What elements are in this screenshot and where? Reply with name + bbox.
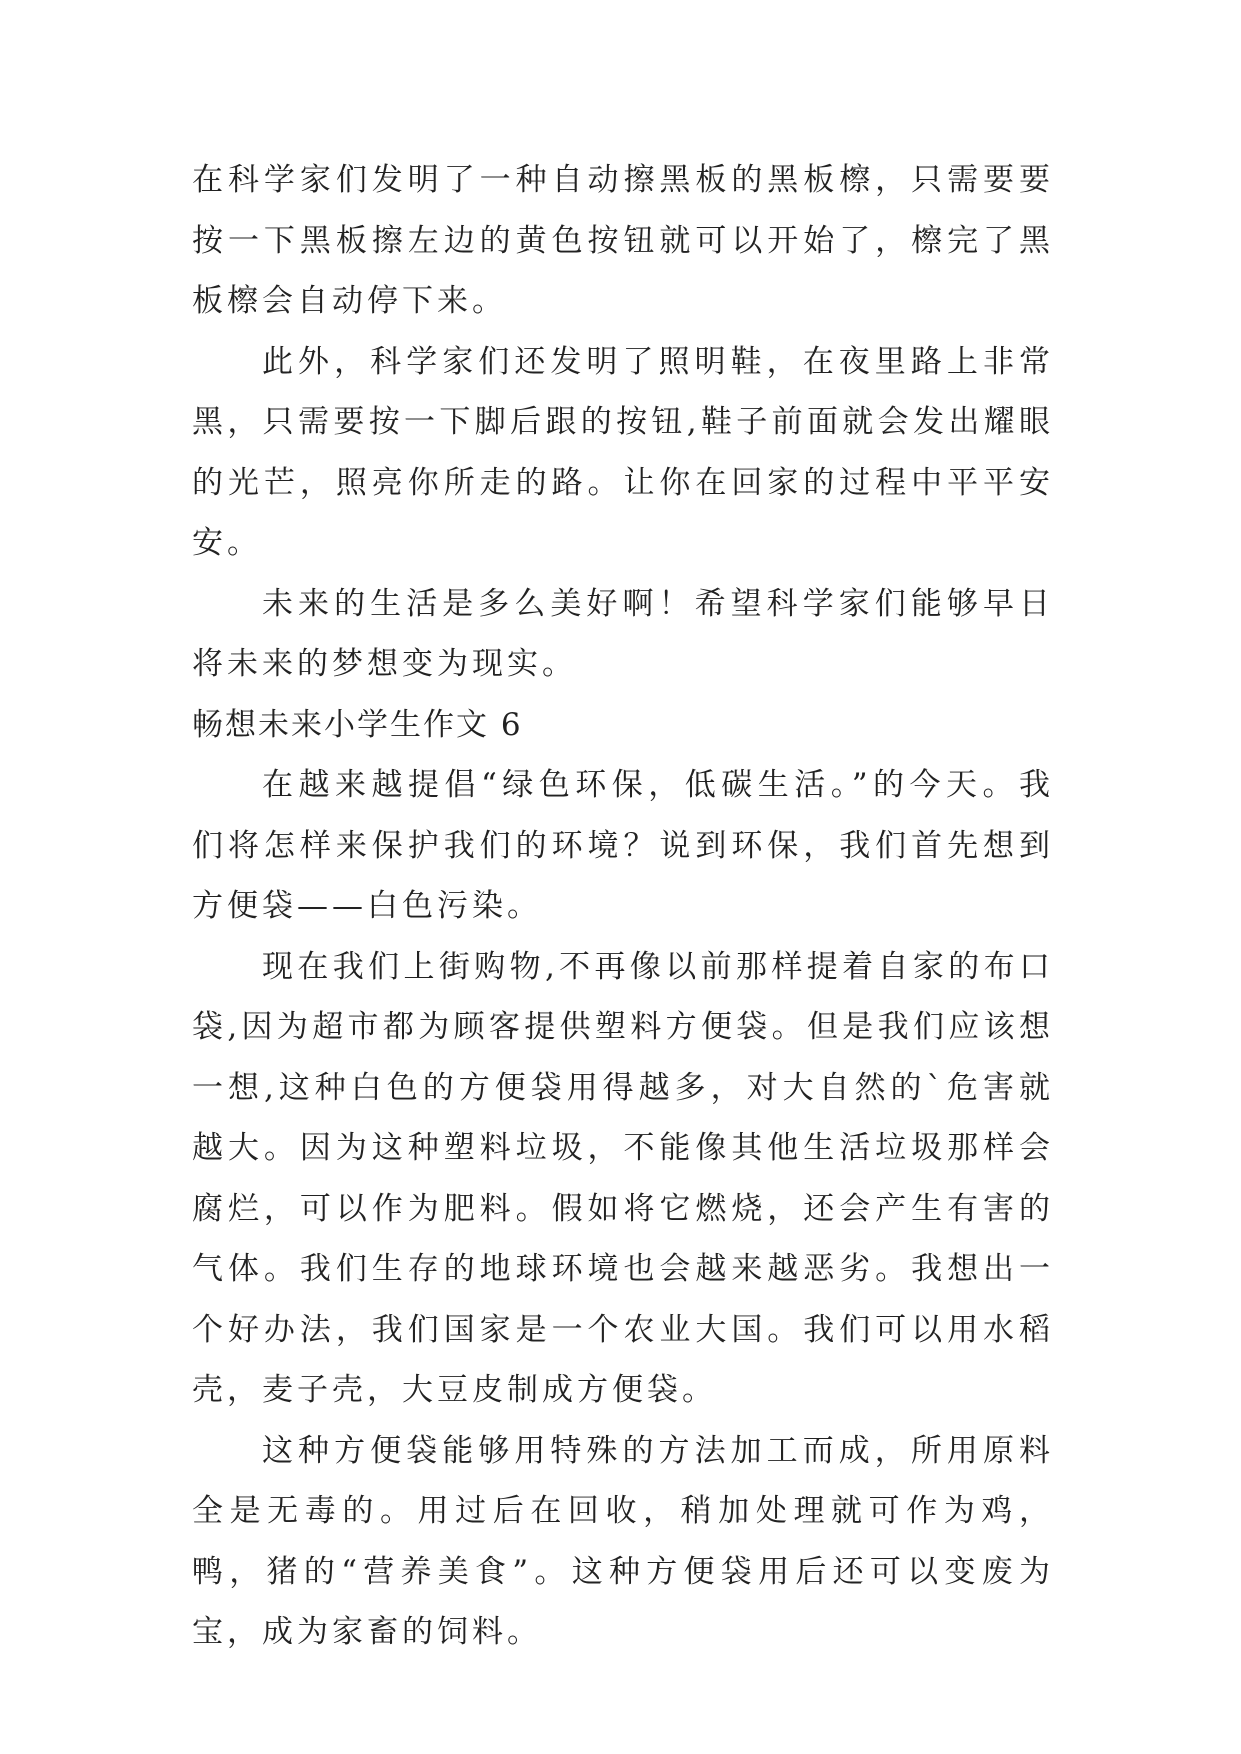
essay-title: 畅想未来小学生作文 6: [192, 706, 523, 743]
paragraph-plastic-bags: 现在我们上街购物,不再像以前那样提着自家的布口袋,因为超市都为顾客提供塑料方便袋。但是我们应该想一想,这种白色的方便袋用得越多，对大自然的`危害就越大。因为这种塑料垃圾，不能像其他生活垃圾那样会腐烂，可以作为肥料。假如将它燃烧，还会产生有害的气体。我们生存的地球环境也会越来越恶劣。我想出一个好办法，我们国家是一个农业大国。我们可以用水稻壳，麦子壳，大豆皮制成方便袋。: [192, 948, 1054, 1408]
paragraph-green-living: 在越来越提倡“绿色环保，低碳生活。”的今天。我们将怎样来保护我们的环境？说到环保，我们首先想到方便袋——白色污染。: [192, 767, 1054, 924]
document-body: [192, 150, 1054, 1663]
paragraph-blackboard-eraser: 在科学家们发明了一种自动擦黑板的黑板檫，只需要要按一下黑板擦左边的黄色按钮就可以开始了，檫完了黑板檫会自动停下来。: [192, 162, 1054, 319]
paragraph-eco-bags: 这种方便袋能够用特殊的方法加工而成，所用原料全是无毒的。用过后在回收，稍加处理就可作为鸡，鸭，猪的“营养美食”。这种方便袋用后还可以变废为宝，成为家畜的饲料。: [192, 1432, 1054, 1650]
paragraph-future-life: 未来的生活是多么美好啊！希望科学家们能够早日将未来的梦想变为现实。: [192, 585, 1054, 682]
paragraph-lighting-shoes: 此外，科学家们还发明了照明鞋，在夜里路上非常黑，只需要按一下脚后跟的按钮,鞋子前面就会发出耀眼的光芒，照亮你所走的路。让你在回家的过程中平平安安。: [192, 343, 1054, 561]
